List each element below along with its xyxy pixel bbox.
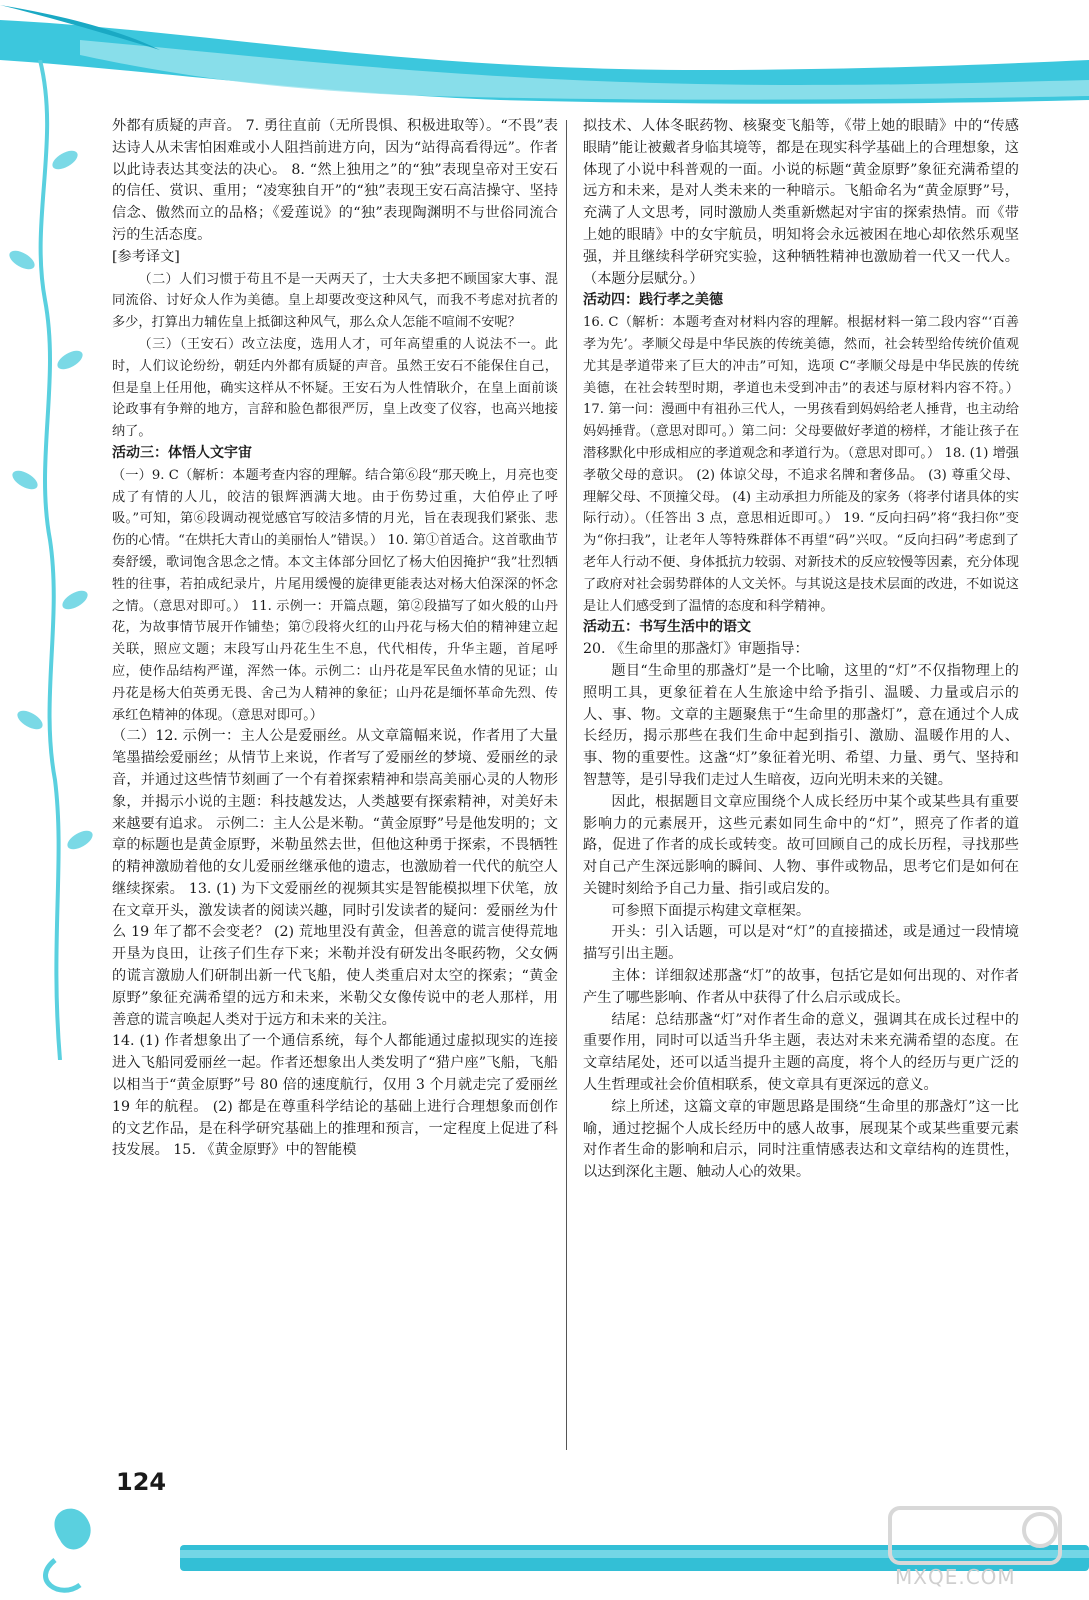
paragraph: 16. C（解析：本题考查对材料内容的理解。根据材料一第二段内容“‘百善孝为先’。孝顺父母是中华民族的传统美德，然而，社会转型给传统价值观尤其是孝道带来了巨大的冲击”可知，选项 C“孝顺父母是中华民族的传统美德，在社会转型时期，孝道也未受到冲击”的表述与原材料内容不符。） 17. 第一问：漫画中有祖孙三代人，一男孩看到妈妈给老人捶背，也主动给妈妈捶背。（意思对即可。）第二问：父母要做好孝道的榜样，才能让孩子在潜移默化中形成相应的孝道观念和孝道行为。（意思对即可。） 18. (1) 增强孝敬父母的意识。 (2) 体谅父母，不追求名牌和奢侈品。 (3) 尊重父母、理解父母、不顶撞父母。 (4) 主动承担力所能及的家务（将孝付诸具体的实际行动）。（任答出 3 点，意思相近即可。） 19. “反向扫码”将“我扫你”变为“你扫我”，让老年人等特殊群体不再望“码”兴叹。“反向扫码”考虑到了老年人行动不便、身体抵抗力较弱、对新技术的反应较慢等因素，充分体现了政府对社会弱势群体的人文关怀。与其说这是技术层面的改进，不如说这是让人们感受到了温情的态度和科学精神。 — [583, 315, 1019, 614]
paragraph: 20. 《生命里的那盏灯》审题指导： — [583, 641, 809, 658]
paragraph: 外都有质疑的声音。 7. 勇往直前（无所畏惧、积极进取等）。“不畏”表达诗人从未害怕困难或小人阻挡前进方向，因为“站得高看得远”。作者以此诗表达其变法的决心。 8. “然上独用之”的“独”表现皇帝对王安石的信任、赏识、重用；“凌寒独自开”的“独”表现王安石高洁操守、坚持信念、傲然而立的品格；《爱莲说》的“独”表现陶渊明不与世俗同流合污的生活态度。 — [112, 118, 558, 243]
translation-label: [参考译文] — [112, 248, 180, 265]
paragraph: 拟技术、人体冬眠药物、核聚变飞船等，《带上她的眼睛》中的“传感眼睛”能让被戴者身临其境等，都是在现实科学基础上的合理想象，这体现了小说中科普观的一面。小说的标题“黄金原野”象征充满希望的远方和未来，是对人类未来的一种暗示。飞船命名为“黄金原野”号，充满了人文思考，同时激励人类重新燃起对宇宙的探索热情。而《带上她的眼睛》中的女宇航员，明知将会永远被困在地心却依然乐观坚强，并且继续科学研究实验，这种牺牲精神也激励着一代又一代人。（本题分层赋分。） — [583, 118, 1019, 287]
paragraph: 可参照下面提示构建文章框架。 — [611, 902, 811, 919]
header-banner — [0, 0, 1089, 130]
paragraph: 主体：详细叙述那盏“灯”的故事，包括它是如何出现的、对作者产生了哪些影响、作者从中获得了什么启示或成长。 — [583, 968, 1019, 1006]
section-heading: 活动五：书写生活中的语文 — [583, 619, 751, 636]
section-heading: 活动三：体悟人文宇宙 — [112, 444, 252, 461]
section-heading: 活动四：践行孝之美德 — [583, 292, 723, 309]
paragraph: 综上所述，这篇文章的审题思路是围绕“生命里的那盏灯”这一比喻，通过挖掘个人成长经历中的感人故事，展现某个或某些重要元素对作者生命的影响和启示，同时注重情感表达和文章结构的连贯性，以达到深化主题、触动人心的效果。 — [583, 1098, 1019, 1181]
paragraph: 结尾：总结那盏“灯”对作者生命的意义，强调其在成长过程中的重要作用，同时可以适当升华主题，表达对未来充满希望的态度。在文章结尾处，还可以适当提升主题的高度，将个人的经历与更广泛的人生哲理或社会价值相联系，使文章具有更深远的意义。 — [583, 1011, 1019, 1094]
vine-decoration — [0, 60, 100, 1060]
paragraph: 因此，根据题目文章应围绕个人成长经历中某个或某些具有重要影响力的元素展开，这些元素如同生命中的“灯”，照亮了作者的道路，促进了作者的成长或转变。故可回顾自己的成长历程，寻找那些对自己产生深远影响的瞬间、人物、事件或物品，思考它们是如何在关键时刻给予自己力量、指引或启发的。 — [583, 793, 1019, 897]
translation-paragraph: （二）人们习惯于苟且不是一天两天了，士大夫多把不顾国家大事、混同流俗、讨好众人作为美德。皇上却要改变这种风气，而我不考虑对抗者的多少，打算出力辅佐皇上抵御这种风气，那么众人怎能不喧闹不安呢？ — [112, 271, 558, 331]
column-divider — [566, 120, 567, 1450]
paragraph: （一）9. C（解析：本题考查内容的理解。结合第⑥段“那天晚上，月亮也变成了有情的人儿，皎洁的银辉洒满大地。由于伤势过重，大伯停止了呼吸。”可知，第⑥段调动视觉感官写皎洁多情的月光，旨在表现我们紧张、悲伤的心情。“在烘托大青山的美丽怡人”错误。） 10. 第①首适合。这首歌曲节奏舒缓，歌词饱含思念之情。本文主体部分回忆了杨大伯因掩护“我”壮烈牺牲的往事，若拍成纪录片，片尾用缓慢的旋律更能表达对杨大伯深深的怀念之情。（意思对即可。） 11. 示例一：开篇点题，第②段描写了如火般的山丹花，为故事情节展开作铺垫；第⑦段将火红的山丹花与杨大伯的精神建立起关联，照应文题；末段写山丹花生生不息，代代相传，升华主题，首尾呼应，使作品结构严谨，浑然一体。示例二：山丹花是军民鱼水情的见证；山丹花是杨大伯英勇无畏、舍己为人精神的象征；山丹花是缅怀革命先烈、传承红色精神的体现。（意思对即可。） — [112, 467, 558, 723]
right-column — [583, 116, 1019, 1184]
paragraph: 开头：引入话题，可以是对“灯”的直接描述，或是通过一段情境描写引出主题。 — [583, 924, 1019, 963]
left-column — [112, 116, 558, 1162]
paragraph: （二）12. 示例一：主人公是爱丽丝。从文章篇幅来说，作者用了大量笔墨描绘爱丽丝；从情节上来说，作者写了爱丽丝的梦境、爱丽丝的录音，并通过这些情节刻画了一个有着探索精神和崇高美丽心灵的人物形象，并揭示小说的主题：科技越发达，人类越要有探索精神，对美好未来越要有追求。 示例二：主人公是米勒。“黄金原野”号是他发明的；文章的标题也是黄金原野，米勒虽然去世，但他这种勇于探索，不畏牺牲的精神激励着他的女儿爱丽丝继承他的遗志，也激励着一代代的航空人继续探索。 13. (1) 为下文爱丽丝的视频其实是智能模拟埋下伏笔，放在文章开头，激发读者的阅读兴趣，同时引发读者的疑问：爱丽丝为什么 19 年了都不会变老？ (2) 荒地里没有黄金，但善意的谎言使得荒地开垦为良田，让孩子们生存下来；米勒并没有研发出冬眠药物，父女俩的谎言激励人们研制出新一代飞船，使人类重启对太空的探索；“黄金原野”象征充满希望的远方和未来，米勒父女像传说中的老人那样，用善意的谎言唤起人类对于远方和未来的关注。 — [112, 728, 558, 1028]
watermark-text: MXQE.COM — [895, 1565, 1016, 1589]
page-number: 124 — [116, 1468, 167, 1496]
paragraph: 题目“生命里的那盏灯”是一个比喻，这里的“灯”不仅指物理上的照明工具，更象征着在人生旅途中给予指引、温暖、力量或启示的人、事、物。文章的主题聚焦于“生命里的那盏灯”，意在通过个人成长经历，揭示那些在我们生命中起到指引、激励、温暖作用的人、事、物的重要性。这盏“灯”象征着光明、希望、力量、勇气、坚持和智慧等，是引导我们走过人生暗夜，迈向光明未来的关键。 — [583, 662, 1019, 788]
translation-paragraph: （三）（王安石）改立法度，选用人才，可年高望重的人说法不一。此时，人们议论纷纷，朝廷内外都有质疑的声音。虽然王安石不能保住自己，但是皇上任用他，确实这样从不怀疑。王安石为人性情耿介，在皇上面前谈论政事有争辩的地方，言辞和脸色都很严厉，皇上改变了仪容，也高兴地接纳了。 — [112, 336, 558, 440]
paragraph: 14. (1) 作者想象出了一个通信系统，每个人都能通过虚拟现实的连接进入飞船同爱丽丝一起。作者还想象出人类发明了“猎户座”飞船，飞船以相当于“黄金原野”号 80 倍的速度航行，仅用 3 个月就走完了爱丽丝 19 年的航程。 (2) 都是在尊重科学结论的基础上进行合理想象而创作的文艺作品，是在科学研究基础上的推理和预言，一定程度上促进了科技发展。 15. 《黄金原野》中的智能模 — [112, 1033, 558, 1159]
